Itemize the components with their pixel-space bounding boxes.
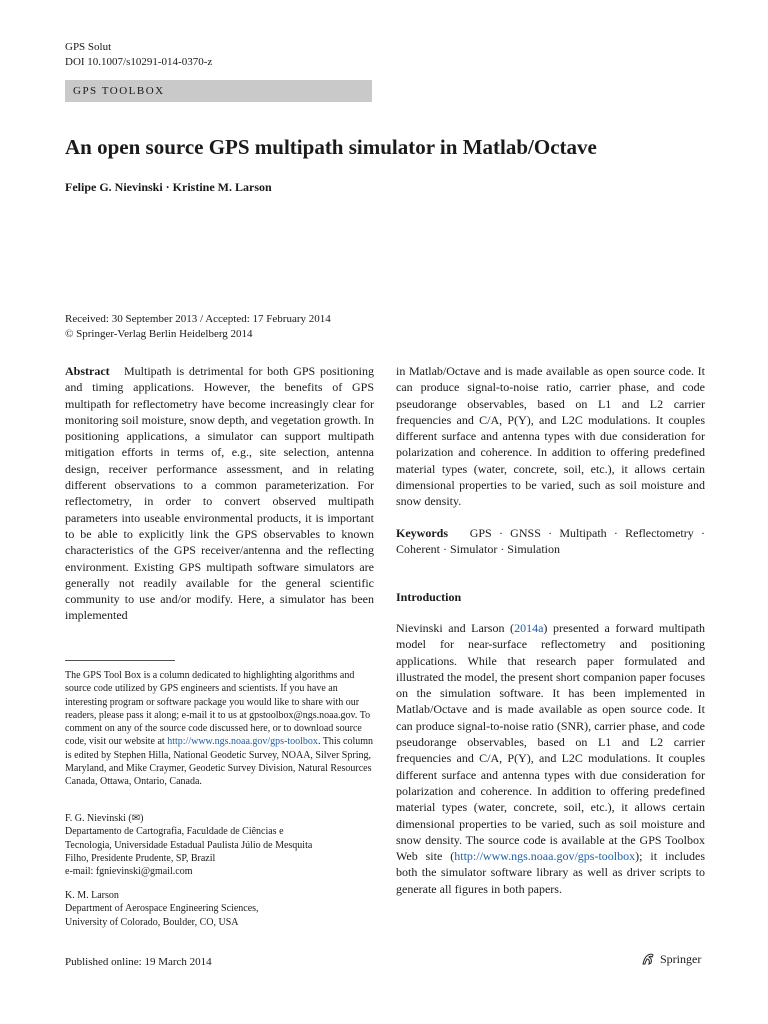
published-date: Published online: 19 March 2014: [65, 956, 212, 968]
keywords-label: Keywords: [396, 526, 448, 540]
abstract-label: Abstract: [65, 364, 110, 378]
abstract-right: [396, 363, 705, 510]
abstract-text: Multipath is detrimental for both GPS positioning and timing applications. However, the benefits of GPS multipath for reflectometry have become increasingly clear for monitoring soil moisture, snow depth, and vegetation growth. In positioning applications, a simulator can support multipath mitigation efforts in terms of, e.g., site selection, antenna design, receiver performance assessment, and in relating different observations to a common parameterization. For reflectometry, in order to convert observed multipath parameters into useable environmental products, it is important to be able to explicitly link the GPS observables to known characteristics of the GPS receiver/antenna and the reflecting environment. Existing GPS multipath software simulators are generally not readily available for the general scientific community to use and/or modify. Here, a simulator has been implemented: [65, 364, 375, 623]
toolbox-link[interactable]: http://www.ngs.noaa.gov/gps-toolbox: [167, 736, 318, 748]
affiliation-nievinski: F. G. Nievinski (✉) Departamento de Cartografia, Faculdade de Ciências e Tecnologia, Universidade Estadual Paulista Júlio de Mesquita Filho, Presidente Prudente, SP, Brazil e-mail: fgnievinski@gmail.com: [65, 812, 377, 878]
introduction-text: Nievinski and Larson (2014a) presented a forward multipath model for near-surface reflectometry and positioning applications. While that research paper formulated and illustrated the model, the present short companion paper focuses on the simulation software. It has been implemented in Matlab/Octave and is made available as open source code. It can produce signal-to-noise ratio (SNR), carrier phase, and code pseudorange observables, based on L1 and L2 carrier frequencies and C/A, P(Y), and L2C modulations. It couples different surface and antenna types with due consideration for polarization and coherence. In addition to offering predefined material types (water, concrete, soil, etc.), it allows certain dimensional properties to be varied, such as soil moisture and snow density. The source code is available at the GPS Toolbox Web site (http://www.ngs.noaa.gov/gps-toolbox); it includes both the simulator software library as well as driver scripts to generate all figures in both papers.: [396, 621, 705, 896]
affiliation-larson: K. M. Larson Department of Aerospace Engineering Sciences, University of Colorado, Boulder, CO, USA: [65, 889, 377, 929]
abstract-left: [65, 363, 374, 624]
email-link[interactable]: e-mail: fgnievinski@gmail.com: [65, 866, 193, 878]
toolbox-url-link[interactable]: http://www.ngs.noaa.gov/gps-toolbox: [454, 849, 636, 864]
authors: Felipe G. Nievinski · Kristine M. Larson: [65, 180, 272, 194]
received-date: Received: 30 September 2013 / Accepted: 17 February 2014: [65, 313, 331, 325]
affiliation-name: K. M. Larson: [65, 890, 119, 901]
journal-name: GPS Solut: [65, 41, 112, 53]
affiliation-name: F. G. Nievinski (✉): [65, 813, 144, 824]
keywords-text: GPS · GNSS · Multipath · Reflectometry · Coherent · Simulator · Simulation: [396, 526, 705, 557]
dates: [65, 312, 331, 342]
toolbox-footnote: The GPS Tool Box is a column dedicated to highlighting algorithms and source code utilized by GPS engineers and scientists. If you have an interesting program or software package you would like to share with our readers, please pass it along; e-mail it to us at gpstoolbox@ngs.noaa.gov. To comment on any of the source code discussed here, or to download source code, visit our website at http://www.ngs.noaa.gov/gps-toolbox. This column is edited by Stephen Hilla, National Geodetic Survey, NOAA, Silver Spring, Maryland, and Mike Craymer, Geodetic Survey Division, Natural Resources Canada, Ottawa, Ontario, Canada.: [65, 670, 374, 788]
copyright: © Springer-Verlag Berlin Heidelberg 2014: [65, 328, 253, 340]
publisher-name: Springer: [660, 951, 702, 966]
springer-logo: [640, 951, 701, 967]
citation-link[interactable]: 2014a: [514, 621, 544, 635]
doi: DOI 10.1007/s10291-014-0370-z: [65, 56, 213, 68]
keywords: [396, 525, 705, 558]
abstract-continued: in Matlab/Octave and is made available as open source code. It can produce signal-to-noise ratio, carrier phase, and code pseudorange observables, based on L1 and L2 carrier frequencies and C/A, P(Y), and L2C modulations. It couples different surface and antenna types with due consideration for polarization and coherence. In addition to offering predefined material types (water, concrete, soil, etc.), it allows certain dimensional properties to be varied, such as soil moisture and snow density.: [396, 364, 705, 509]
section-banner: GPS TOOLBOX: [65, 80, 372, 102]
paper-title: An open source GPS multipath simulator in Matlab/Octave: [65, 135, 597, 159]
footnote-rule: [65, 660, 175, 661]
springer-horse-icon: [640, 951, 656, 967]
introduction-heading: Introduction: [396, 590, 462, 604]
